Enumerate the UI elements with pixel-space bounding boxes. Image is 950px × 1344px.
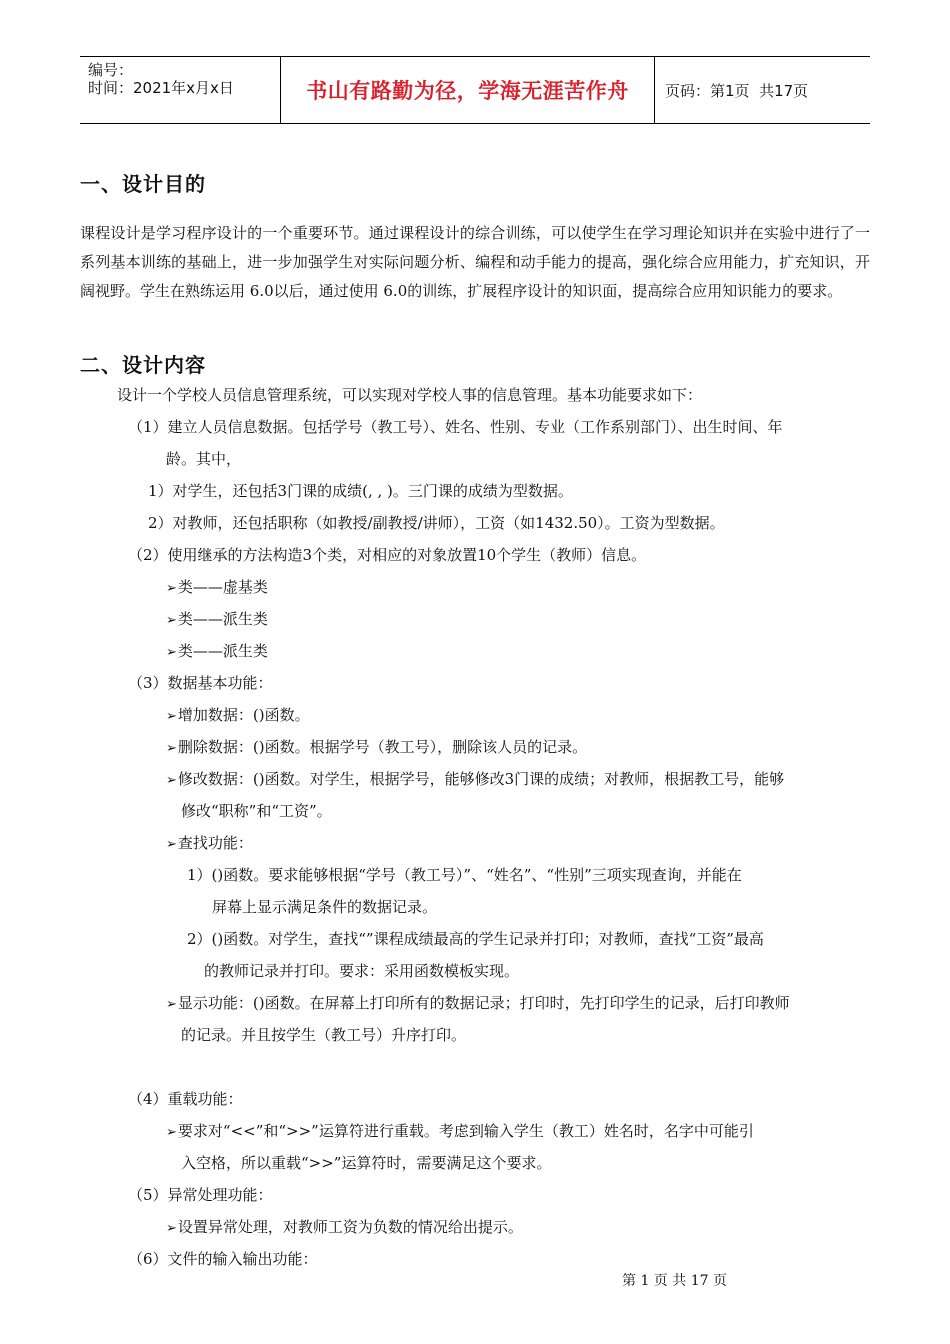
- item4-bullet-line1: ➢ 要求对“<<”和“>>”运算符进行重载。考虑到输入学生（教工）姓名时，名字中可能引: [166, 1121, 754, 1143]
- search-sub1-line2: 屏幕上显示满足条件的数据记录。: [212, 898, 438, 916]
- item3-bullet-display-line2: 的记录。并且按学生（教工号）升序打印。: [181, 1026, 467, 1044]
- item5-bullet: ➢ 设置异常处理，对教师工资为负数的情况给出提示。: [166, 1217, 523, 1239]
- search-sub2-line1: 2）()函数。对学生，查找“”课程成绩最高的学生记录并打印；对教师，查找“工资”最高: [187, 930, 764, 948]
- item6-text: （6）文件的输入输出功能：: [128, 1250, 318, 1268]
- header-page-label: 页码：第1页 共17页: [665, 81, 809, 100]
- item1-student-detail: 1）对学生，还包括3门课的成绩(, , )。三门课的成绩为型数据。: [148, 482, 573, 500]
- header-page-info: [655, 57, 870, 123]
- search-sub1-line1: 1）()函数。要求能够根据“学号（教工号）”、“姓名”、“性别”三项实现查询，并能在: [187, 866, 742, 884]
- header-meta: [80, 57, 281, 123]
- item3-bullet-search: ➢ 查找功能：: [166, 833, 253, 855]
- item4-text: （4）重载功能：: [128, 1090, 243, 1108]
- header-motto: 书山有路勤为径，学海无涯苦作舟: [281, 57, 655, 123]
- content-intro: 设计一个学校人员信息管理系统，可以实现对学校人事的信息管理。基本功能要求如下：: [117, 386, 703, 404]
- item2-bullet-derived-2: ➢ 类——派生类: [166, 641, 268, 663]
- search-sub2-line2: 的教师记录并打印。要求：采用函数模板实现。: [204, 962, 520, 980]
- item3-text: （3）数据基本功能：: [128, 674, 273, 692]
- item3-bullet-modify-line2: 修改“职称”和“工资”。: [181, 802, 332, 820]
- item1-teacher-detail: 2）对教师，还包括职称（如教授/副教授/讲师），工资（如1432.50）。工资为型数据。: [148, 514, 725, 532]
- page-footer: 第 1 页 共 17 页: [622, 1273, 727, 1289]
- section-title-content: 二、设计内容: [80, 353, 206, 377]
- item3-bullet-modify-line1: ➢ 修改数据：()函数。对学生，根据学号，能够修改3门课的成绩；对教师，根据教工号，能够: [166, 769, 784, 791]
- section-title-purpose: 一、设计目的: [80, 172, 206, 196]
- item2-bullet-virtual-base: ➢ 类——虚基类: [166, 577, 268, 599]
- item3-bullet-delete: ➢ 删除数据：()函数。根据学号（教工号），删除该人员的记录。: [166, 737, 587, 759]
- document-time-label: 时间：2021年x月x日: [88, 79, 234, 97]
- item4-bullet-line2: 入空格，所以重载“>>”运算符时，需要满足这个要求。: [181, 1154, 552, 1172]
- item1-line1: （1）建立人员信息数据。包括学号（教工号）、姓名、性别、专业（工作系别部门）、出生时间、年: [128, 418, 783, 436]
- item1-line2: 龄。其中，: [166, 450, 242, 468]
- document-number-label: 编号：: [88, 61, 134, 79]
- item2-text: （2）使用继承的方法构造3个类，对相应的对象放置10个学生（教师）信息。: [128, 546, 647, 564]
- item2-bullet-derived-1: ➢ 类——派生类: [166, 609, 268, 631]
- item3-bullet-add: ➢ 增加数据：()函数。: [166, 705, 310, 727]
- item5-text: （5）异常处理功能：: [128, 1186, 273, 1204]
- document-header: [80, 56, 870, 124]
- purpose-paragraph: 课程设计是学习程序设计的一个重要环节。通过课程设计的综合训练，可以使学生在学习理论知识并在实验中进行了一系列基本训练的基础上，进一步加强学生对实际问题分析、编程和动手能力的提高，强化综合应用能力，扩充知识，开阔视野。学生在熟练运用 6.0以后，通过使用 6.0的训练，扩展程序设计的知识面，提高综合应用知识能力的要求。: [80, 224, 870, 300]
- item3-bullet-display-line1: ➢ 显示功能：()函数。在屏幕上打印所有的数据记录；打印时，先打印学生的记录，后打印教师: [166, 993, 790, 1015]
